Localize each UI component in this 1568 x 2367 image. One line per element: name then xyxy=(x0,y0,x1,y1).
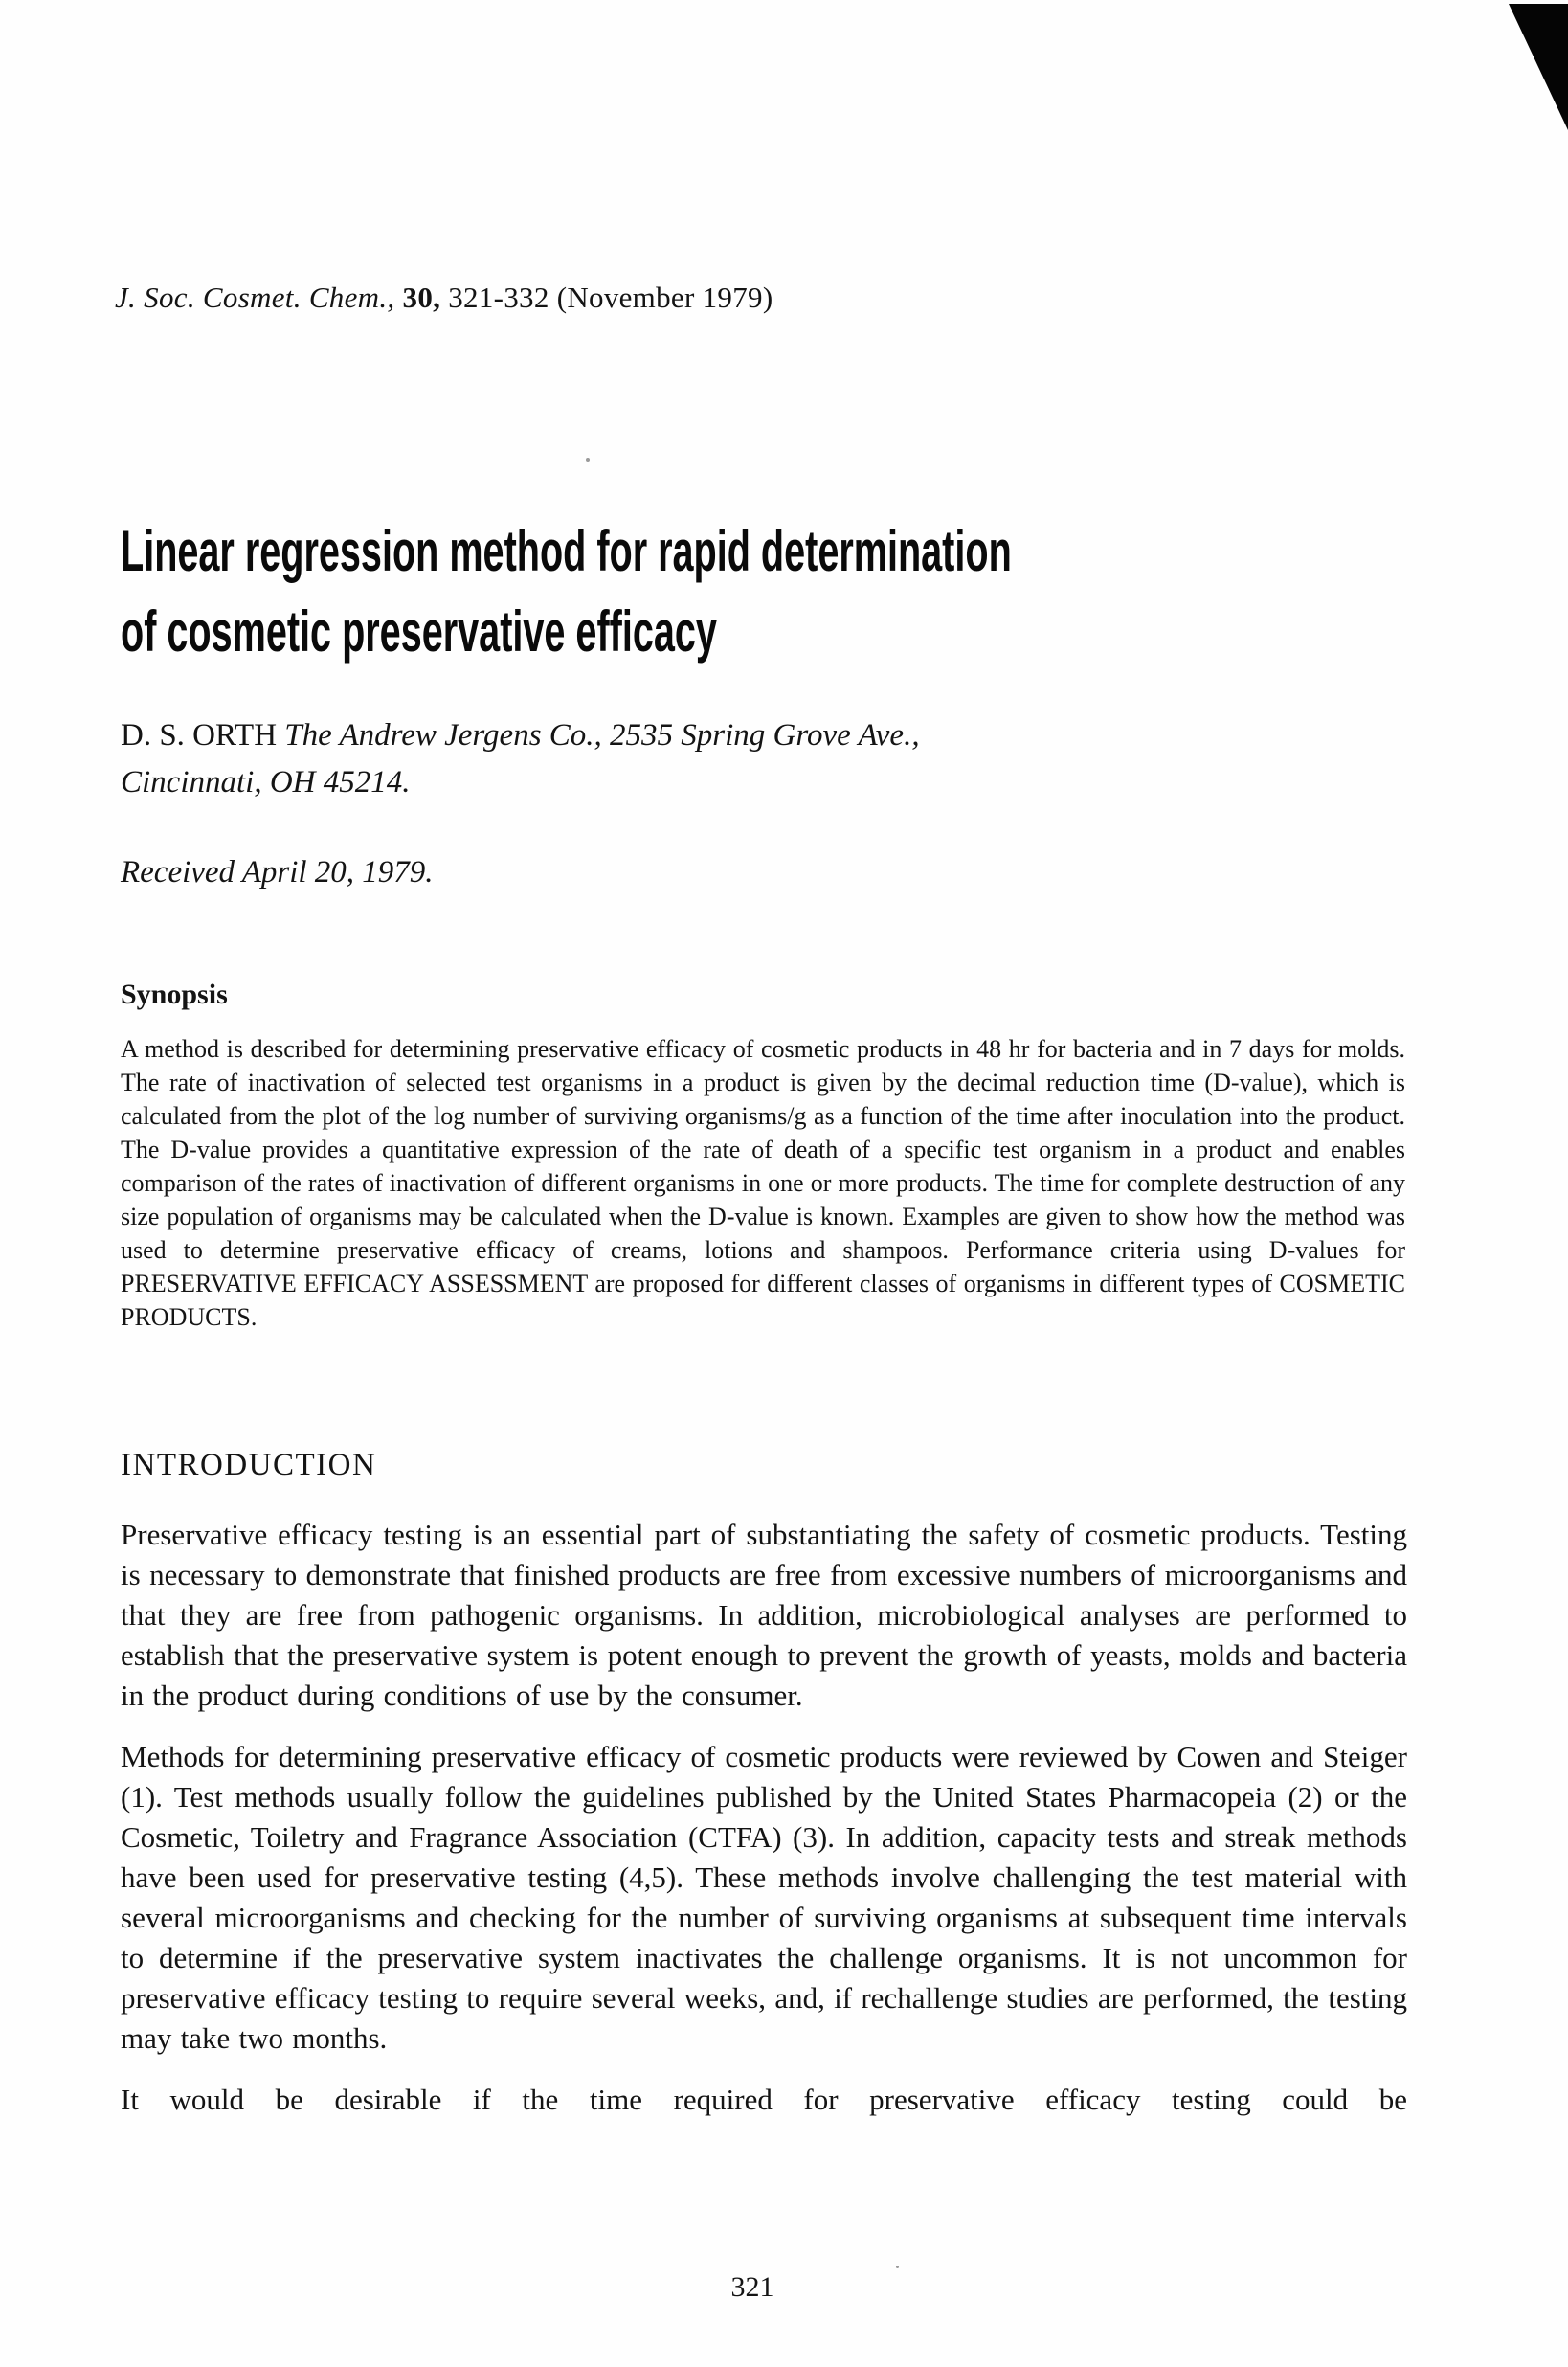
received-date: Received April 20, 1979. xyxy=(121,855,434,890)
introduction-paragraph: Preservative efficacy testing is an essential part of substantiating the safety of cosmetic products. Testing is necessary to demonstrate that finished products are free from excessive numbers of microorganisms and that they are free from pathogenic organisms. In addition, microbiological analyses are performed to establish that the preservative system is potent enough to prevent the growth of yeasts, molds and bacteria in the product during conditions of use by the consumer. xyxy=(121,1518,1407,1712)
synopsis-text: A method is described for determining preservative efficacy of cosmetic products in 48 hr for bacteria and in 7 days for molds. The rate of inactivation of selected test organisms in a product is given by the decimal reduction time (D-value), which is calculated from the plot of the log number of surviving organisms/g as a function of the time after inoculation into the product. The D-value provides a quantitative expression of the rate of death of a specific test organism in a product and enables comparison of the rates of inactivation of different organisms in one or more products. The time for complete destruction of any size population of organisms may be calculated when the D-value is known. Examples are given to show how the method was used to determine preservative efficacy of creams, lotions and shampoos. Performance criteria using D-values for PRESERVATIVE EFFICACY ASSESSMENT are proposed for different classes of organisms in different types of COSMETIC PRODUCTS. xyxy=(121,1035,1405,1331)
synopsis-heading: Synopsis xyxy=(121,979,228,1010)
journal-name: J. Soc. Cosmet. Chem., xyxy=(115,281,395,314)
author-name: D. S. ORTH xyxy=(121,718,278,753)
author-block xyxy=(121,712,1269,806)
journal-citation xyxy=(115,281,773,315)
scan-corner-artifact xyxy=(1509,4,1568,130)
introduction-heading: INTRODUCTION xyxy=(121,1448,377,1482)
page-number: 321 xyxy=(730,2271,774,2303)
introduction-paragraph: Methods for determining preservative efficacy of cosmetic products were reviewed by Cowen and Steiger (1). Test methods usually follow the guidelines published by the United States Pharmacopeia (2) or the Cosmetic, Toiletry and Fragrance Association (CTFA) (3). In addition, capacity tests and streak methods have been used for preservative testing (4,5). These methods involve challenging the test material with several microorganisms and checking for the number of surviving organisms at subsequent time intervals to determine if the preservative system inactivates the challenge organisms. It is not uncommon for preservative efficacy testing to require several weeks, and, if rechallenge studies are performed, the testing may take two months. xyxy=(121,1740,1407,2055)
journal-pages-date: 321-332 (November 1979) xyxy=(448,281,773,314)
author-affiliation: The Andrew Jergens Co., 2535 Spring Grove Ave., xyxy=(284,718,920,753)
scan-speck xyxy=(896,2266,899,2268)
author-affiliation-city: Cincinnati, OH 45214. xyxy=(121,765,411,800)
introduction-paragraph: It would be desirable if the time required for preservative efficacy testing could be xyxy=(121,2083,1407,2116)
scan-speck xyxy=(586,458,590,462)
article-title xyxy=(121,511,1321,672)
journal-volume: 30, xyxy=(402,281,441,314)
introduction-body xyxy=(121,1515,1407,2141)
article-title-line2: of cosmetic preservative efficacy xyxy=(121,599,717,664)
article-title-line1: Linear regression method for rapid determination xyxy=(121,519,1012,583)
